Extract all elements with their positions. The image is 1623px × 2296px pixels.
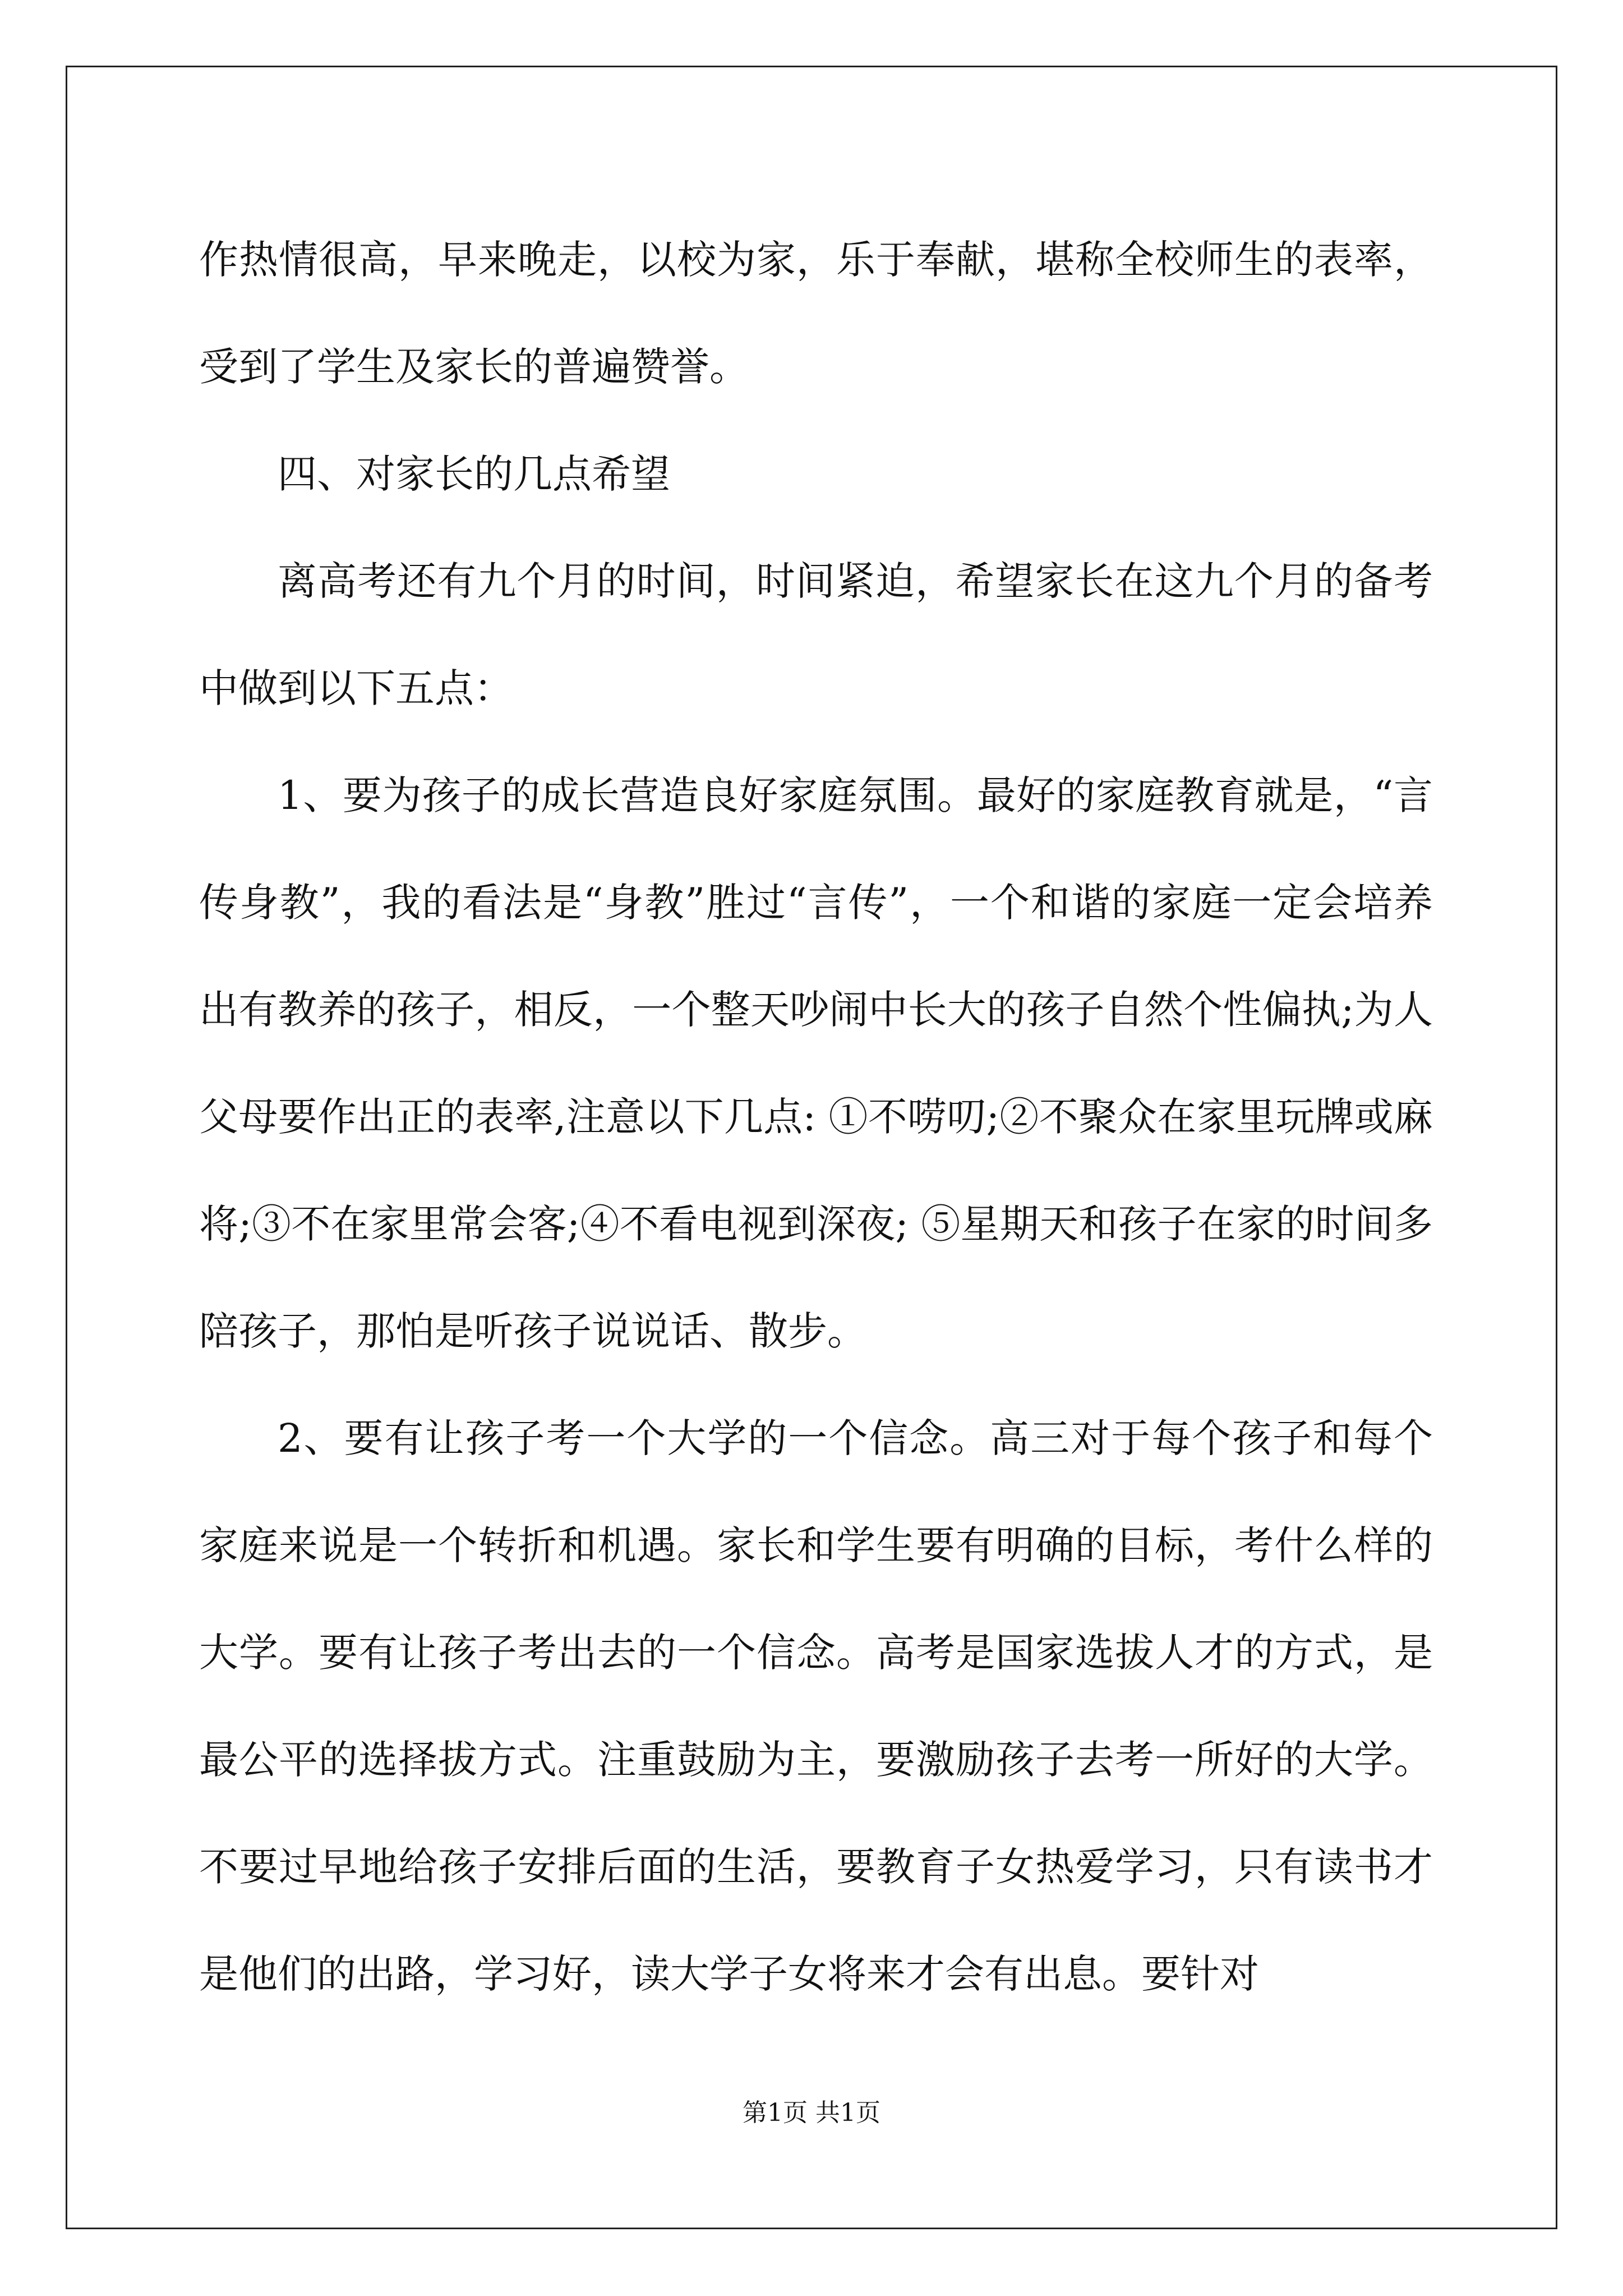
paragraph-intro: 离高考还有九个月的时间，时间紧迫，希望家长在这九个月的备考中做到以下五点： [199,558,1433,711]
document-body [199,206,1433,2028]
paragraph-continuation: 作热情很高，早来晚走，以校为家，乐于奉献，堪称全校师生的表率，受到了学生及家长的普遍赞誉。 [199,237,1433,390]
page-number-footer: 第1页 共1页 [743,2099,880,2127]
paragraph-point-2: 2、要有让孩子考一个大学的一个信念。高三对于每个孩子和每个家庭来说是一个转折和机遇。家长和学生要有明确的目标，考什么样的大学。要有让孩子考出去的一个信念。高考是国家选拔人才的方式，是最公平的选择拔方式。注重鼓励为主，要激励孩子去考一所好的大学。不要过早地给孩子安排后面的生活，要教育子女热爱学习，只有读书才是他们的出路，学习好，读大学子女将来才会有出息。要针对 [199,1415,1433,1997]
section-heading: 四、对家长的几点希望 [278,451,670,497]
paragraph-point-1: 1、要为孩子的成长营造良好家庭氛围。最好的家庭教育就是，“言传身教”，我的看法是“身教”胜过“言传”，一个和谐的家庭一定会培养出有教养的孩子，相反，一个整天吵闹中长大的孩子自然个性偏执;为人父母要作出正的表率,注意以下几点: ①不唠叨;②不聚众在家里玩牌或麻将;③不在家里常会客;④不看电视到深夜; ⑤星期天和孩子在家的时间多陪孩子，那怕是听孩子说说话、散步。 [199,772,1433,1354]
